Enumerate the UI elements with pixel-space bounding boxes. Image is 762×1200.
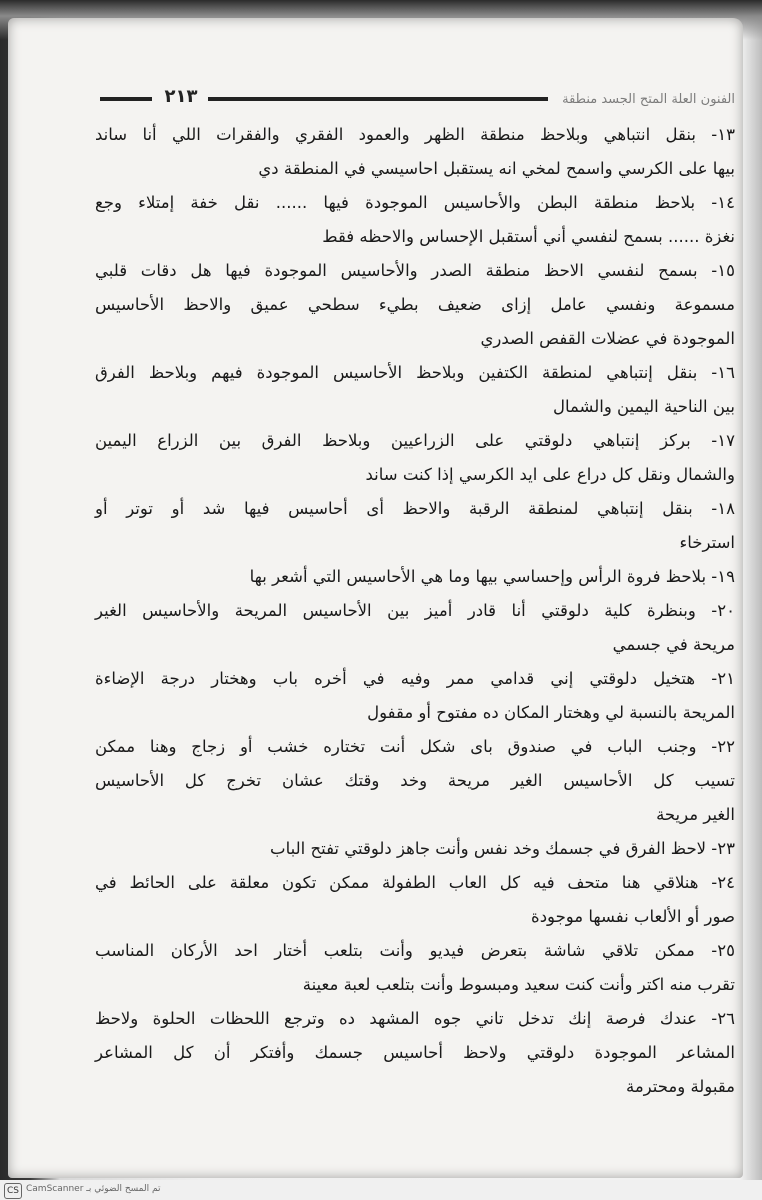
- list-item: [95, 832, 735, 866]
- text-line: تقرب منه اكتر وأنت كنت سعيد ومبسوط وأنت بتلعب لعبة معينة: [302, 975, 735, 994]
- text-line: مقبولة ومحترمة: [625, 1077, 735, 1096]
- instruction-list: [95, 118, 735, 1104]
- text-line: ٢٠- وبنظرة كلية دلوقتي أنا قادر أميز بين الأحاسيس المريحة والأحاسيس الغير: [95, 601, 735, 620]
- list-item: [95, 560, 735, 594]
- text-line: ١٤- بلاحظ منطقة البطن والأحاسيس الموجودة فيها ...... نقل خفة إمتلاء وجع: [95, 193, 735, 212]
- text-line: تسيب كل الأحاسيس الغير مريحة وخد وقتك عشان تخرج كل الأحاسيس: [95, 771, 735, 790]
- list-item: [95, 118, 735, 186]
- text-line: ٢٣- لاحظ الفرق في جسمك وخد نفس وأنت جاهز دلوقتي تفتح الباب: [270, 839, 735, 858]
- text-line: ١٩- بلاحظ فروة الرأس وإحساسي بيها وما هي الأحاسيس التي أشعر بها: [249, 567, 735, 586]
- running-title: الفنون العلة المتح الجسد منطقة: [562, 92, 735, 107]
- list-item: [95, 492, 735, 560]
- scanner-watermark-text: تم المسح الضوئي بـ CamScanner: [26, 1184, 161, 1194]
- text-line: ٢٥- ممكن تلاقي شاشة بتعرض فيديو وأنت بتلعب أختار احد الأركان المناسب: [95, 941, 735, 960]
- text-line: ٢٦- عندك فرصة إنك تدخل تاني جوه المشهد ده وترجع اللحظات الحلوة ولاحظ: [95, 1009, 735, 1028]
- page-number: ٢١٣: [164, 86, 198, 107]
- header-rule-left: [100, 97, 152, 101]
- list-item: [95, 1002, 735, 1104]
- list-item: [95, 662, 735, 730]
- text-line: المشاعر الموجودة دلوقتي ولاحظ أحاسيس جسمك وأفتكر أن كل المشاعر: [95, 1043, 735, 1062]
- text-line: نغزة ...... بسمح لنفسي أني أستقبل الإحساس والاحظه فقط: [322, 227, 735, 246]
- text-line: الموجودة في عضلات القفص الصدري: [480, 329, 735, 348]
- text-line: الغير مريحة: [656, 805, 735, 824]
- camscanner-icon: CS: [4, 1183, 22, 1199]
- text-line: ١٧- بركز إنتباهي دلوقتي على الزراعيين وبلاحظ الفرق بين الزراع اليمين: [95, 431, 735, 450]
- list-item: [95, 186, 735, 254]
- text-line: ١٥- بسمح لنفسي الاحظ منطقة الصدر والأحاسيس الموجودة فيها هل دقات قلبي: [95, 261, 735, 280]
- header-rule-middle: [208, 97, 548, 101]
- text-line: استرخاء: [679, 533, 735, 552]
- list-item: [95, 934, 735, 1002]
- text-line: ٢٤- هنلاقي هنا متحف فيه كل العاب الطفولة ممكن تكون معلقة على الحائط في: [95, 873, 735, 892]
- text-line: المريحة بالنسبة لي وهختار المكان ده مفتوح أو مقفول: [367, 703, 735, 722]
- list-item: [95, 254, 735, 356]
- text-line: ١٦- بنقل إنتباهي لمنطقة الكتفين وبلاحظ الأحاسيس الموجودة فيهم وبلاحظ الفرق: [95, 363, 735, 382]
- scanner-footer: [0, 1180, 762, 1200]
- text-line: ١٣- بنقل انتباهي وبلاحظ منطقة الظهر والعمود الفقري والفقرات اللي أنا ساند: [95, 125, 735, 144]
- text-line: مريحة في جسمي: [612, 635, 735, 654]
- list-item: [95, 866, 735, 934]
- text-line: صور أو الألعاب نفسها موجودة: [531, 907, 735, 926]
- list-item: [95, 594, 735, 662]
- text-line: بين الناحية اليمين والشمال: [552, 397, 735, 416]
- list-item: [95, 356, 735, 424]
- text-line: ٢٢- وجنب الباب في صندوق باى شكل أنت تختاره خشب أو زجاج وهنا ممكن: [95, 737, 735, 756]
- list-item: [95, 730, 735, 832]
- page-header: [100, 84, 735, 114]
- list-item: [95, 424, 735, 492]
- text-line: بيها على الكرسي واسمح لمخي انه يستقبل احاسيسي في المنطقة دي: [258, 159, 735, 178]
- text-line: مسموعة ونفسي عامل إزاى ضعيف بطيء سطحي عميق والاحظ الأحاسيس: [95, 295, 735, 314]
- text-line: والشمال ونقل كل دراع على ايد الكرسي إذا كنت ساند: [365, 465, 735, 484]
- text-line: ١٨- بنقل إنتباهي لمنطقة الرقبة والاحظ أى أحاسيس فيها شد أو توتر أو: [95, 499, 735, 518]
- text-line: ٢١- هتخيل دلوقتي إني قدامي ممر وفيه في أخره باب وهختار درجة الإضاءة: [95, 669, 735, 688]
